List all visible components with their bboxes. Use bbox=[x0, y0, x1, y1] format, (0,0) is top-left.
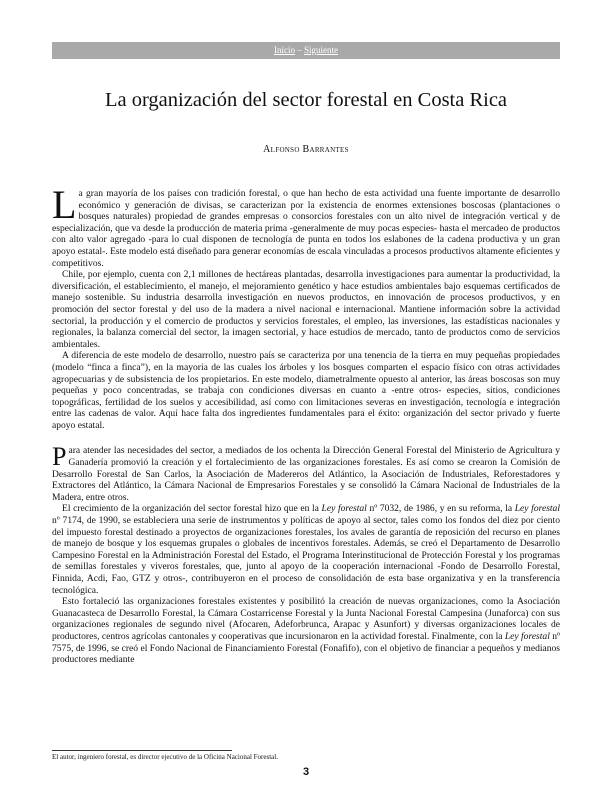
nav-separator: – bbox=[295, 45, 304, 55]
paragraph-6 bbox=[52, 596, 560, 666]
law-name: Ley forestal bbox=[321, 503, 367, 515]
paragraph-text: ara atender las necesidades del sector, a mediados de los ochenta la Dirección General Forestal del Ministerio de Agricultura y Ganadería promovió la creación y el fortalecimiento de las organizaciones forestales. Es así como se crearon la Comisión de Desarrollo Forestal de San Carlos, la Asociación de Madereros del Atlántico, la Asociación de Industriales, Reforestadores y Extractores del Atlántico, la Cámara Nacional de Empresarios Forestales y se consolidó la Cámara Nacional de Industriales de la Madera, entre otros. bbox=[52, 445, 560, 503]
paragraph-1 bbox=[52, 182, 560, 269]
text-segment: nº 7174, de 1990, se estableciera una serie de instrumentos y políticas de apoyo al sector, tales como los fondos del diez por ciento del impuesto forestal destinado a proyectos de organizaciones forestales, los avales de garantía de reposición del recurso en planes de manejo de bosque y los esquemas grupales o globales de incentivos forestales. Además, se creó el Departamento de Desarrollo Campesino Forestal en la Administración Forestal del Estado, el Programa Interinstitucional de Protección Forestal y los programas de semillas forestales y viveros forestales, que, junto al apoyo de la cooperación internacional -Fondo de Desarrollo Forestal, Finnida, Acdi, Fao, GTZ y otros-, contribuyeron en el proceso de consolidación de esta base organizativa y en la transferencia tecnológica. bbox=[52, 515, 560, 596]
home-link[interactable]: Inicio bbox=[274, 45, 295, 55]
drop-cap: P bbox=[52, 442, 67, 472]
paragraph-5 bbox=[52, 503, 560, 596]
paragraph-3: A diferencia de este modelo de desarrollo, nuestro país se caracteriza por una tenencia de la tierra en muy pequeñas propiedades (modelo “finca a finca”), en la mayoría de las cuales los árboles y los bosques comparten el espacio físico con otras actividades agropecuarias y de subsistencia de los propietarios. En este modelo, diametralmente opuesto al anterior, las áreas boscosas son muy pequeñas y poco concentradas, se trabaja con condiciones diversas en cuanto a -entre otros- especies, sitios, condiciones topográficas, fertilidad de los suelos y accesibilidad, así como con limitaciones severas en investigación, tecnología e integración entre las cadenas de valor. Aquí hace falta dos ingredientes fundamentales para el éxito: organización del sector privado y fuerte apoyo estatal. bbox=[52, 350, 560, 431]
page-title: La organización del sector forestal en Costa Rica bbox=[104, 89, 508, 111]
paragraph-2: Chile, por ejemplo, cuenta con 2,1 millones de hectáreas plantadas, desarrolla investigaciones para aumentar la productividad, la diversificación, el establecimiento, el manejo, el mejoramiento genético y hace estudios ambientales bajo esquemas certificados de manejo sostenible. Su industria desarrolla investigación en nuevos productos, en innovación de procesos productivos, y en promoción del sector forestal y del uso de la madera a nivel nacional e internacional. Mantiene información sobre la actividad sectorial, la producción y el comercio de productos y servicios forestales, el empleo, las inversiones, las estadísticas nacionales y regionales, la balanza comercial del sector, la imagen sectorial, y hace estudios de mercado, tanto de productos como de servicios ambientales. bbox=[52, 269, 560, 350]
paragraph-4 bbox=[52, 442, 560, 503]
text-segment: nº 7032, de 1986, y en su reforma, la bbox=[366, 503, 515, 515]
article-body bbox=[52, 182, 560, 666]
law-name: Ley forestal bbox=[504, 630, 550, 642]
navigation-bar bbox=[52, 42, 560, 59]
text-segment: nº 7575, de 1996, se creó el Fondo Nacional de Financiamiento Forestal (Fonafifo), con el objetivo de financiar a pequeños y medianos productores mediante bbox=[52, 630, 560, 666]
footnote: El autor, ingeniero forestal, es director ejecutivo de la Oficina Nacional Forestal. bbox=[52, 753, 278, 761]
next-link[interactable]: Siguiente bbox=[304, 45, 338, 55]
law-name: Ley forestal bbox=[514, 503, 560, 515]
drop-cap: L bbox=[52, 182, 77, 227]
text-segment: Esto fortaleció las organizaciones forestales existentes y posibilitó la creación de nuevas organizaciones, como la Asociación Guanacasteca de Desarrollo Forestal, la Cámara Costarricense Forestal y la Junta Nacional Forestal Campesina (Junaforca) con sus organizaciones regionales de segundo nivel (Afocaren, Adeforbrunca, Arapac y Asunfort) y diversas organizaciones locales de productores, centros agrícolas cantonales y cooperativas que incursionaron en la actividad forestal. Finalmente, con la bbox=[52, 596, 560, 642]
paragraph-text: a gran mayoría de los países con tradición forestal, o que han hecho de esta actividad una fuente importante de desarrollo económico y generación de divisas, se caracterizan por la existencia de enormes extensiones boscosas (plantaciones o bosques naturales) propiedad de grandes empresas o consorcios forestales con un alto nivel de integración vertical y de especialización, que va desde la producción de materia prima -generalmente de muy pocas especies- hasta el mercadeo de productos con alto valor agregado -para lo cual disponen de tecnología de punta en todos los eslabones de la cadena productiva y un gran apoyo estatal-. Este modelo está diseñado para generar economías de escala vinculadas a procesos productivos altamente eficientes y competitivos. bbox=[52, 188, 560, 269]
page-number: 3 bbox=[302, 766, 310, 778]
author-name: Alfonso Barrantes bbox=[263, 144, 349, 155]
text-segment: El crecimiento de la organización del sector forestal hizo que en la bbox=[62, 503, 322, 515]
footnote-divider bbox=[52, 750, 232, 751]
